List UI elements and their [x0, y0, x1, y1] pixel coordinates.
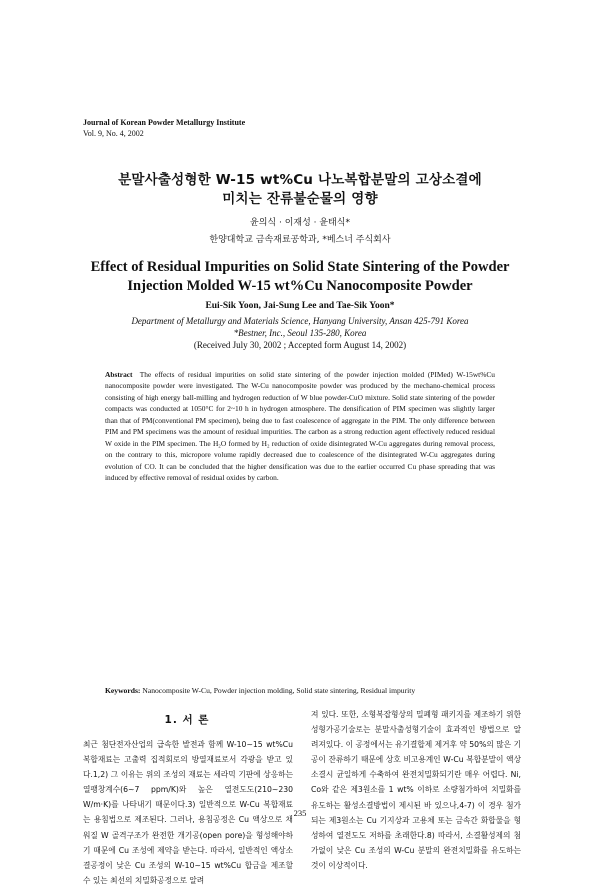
abstract-text: The effects of residual impurities on solid state sintering of the powder injection molded (PIMed) W-15wt%Cu nanocomposite powder were investigated. The W-Cu nanocomposite powder was produced by the mechano-chemical process consisting of high energy ball-milling and hydrogen reduction of W blue powder-CuO mixture. Solid state sintering of the powder compacts was conducted at 1050°C for 2~10 h in hydrogen atmosphere. The densification of PIM specimen was slightly larger than that of PM(conventional PM specimen), being due to fast coalescence of aggregate in the PIM. The only difference between PIM and PM specimens was the amount of residual impurities. The carbon as a strong reduction agent effectively reduced residual W oxide in the PIM specimen. The H₂O formed by H₂ reduction of oxide disintegrated W-Cu aggregates during removal process, on the contrary to this, micropore volume rapidly decreased due to coalescence of the disintegrated W-Cu aggregates during evolution of CO. It can be concluded that the higher densification was due to the earlier occurred Cu phase spreading that was induced by effective removal of residual oxides by carbon. [105, 370, 495, 483]
body-column-left: 최근 첨단전자산업의 급속한 발전과 함께 W-10~15 wt%Cu 복합재료는 고출력 집적회로의 방열재료로서 각광을 받고 있다.1,2) 그 이유는 위의 조성의 재료는 세라믹 기판에 상응하는 열팽창계수(6~7 ppm/K)와 높은 열전도도(210~230 W/m·K)를 나타내기 때문이다.3) 일반적으로 W-Cu 복합재료는 용침법으로 제조된다. 그러나, 용침공정은 Cu 액상으로 채워질 W 골격구조가 완전한 개기공(open pore)을 형성해야하기 때문에 Cu 조성에 제약을 받는다. 따라서, 일반적인 액상소결공정이 낮은 Cu 조성의 W-10~15 wt%Cu 합금을 제조할 수 있는 최선의 치밀화공정으로 알려 [83, 740, 293, 885]
korean-title-line-2: 미치는 잔류불순물의 영향 [222, 191, 378, 207]
english-title-line-2: Injection Molded W-15 wt%Cu Nanocomposite Powder [127, 278, 473, 294]
body-column-right: 져 있다. 또한, 소형복잡형상의 밀폐형 패키지를 제조하기 위한 성형가공기술로는 분말사출성형기술이 효과적인 방법으로 알려져있다. 이 공정에서는 유기결합제 제거후 약 50%의 많은 기공이 잔류하기 때문에 상호 비고용계인 W-Cu 복합분말이 액상소결시 균일하게 수축하여 완전치밀화되기란 매우 어렵다. Ni, Co와 같은 제3원소를 1 wt% 이하로 소량첨가하여 치밀화를 유도하는 활성소결방법이 제시된 바 있으나,4-7) 이 경우 첨가되는 제3원소는 Cu 기지상과 고용체 또는 금속간 화합물을 형성하여 열전도도 저하를 초래한다.8) 따라서, 소결활성제의 첨가없이 낮은 Cu 조성의 W-Cu 분말의 완전치밀화를 유도하는 것이 이상적이다. [311, 710, 521, 870]
english-authors: Eui-Sik Yoon, Jai-Sung Lee and Tae-Sik Yoon* [205, 301, 395, 311]
keywords-label: Keywords: [105, 686, 141, 695]
english-affiliation-line-2: *Bestner, Inc., Seoul 135-280, Korea [233, 327, 367, 338]
keywords-text: Nanocomposite W-Cu, Powder injection molding, Solid state sintering, Residual impurity [142, 686, 416, 695]
korean-affiliation: 한양대학교 금속재료공학과, *베스너 주식회사 [209, 235, 391, 245]
journal-header [83, 117, 245, 139]
abstract-label: Abstract [105, 370, 133, 379]
korean-authors: 윤의식 · 이재성 · 윤태식* [250, 218, 350, 228]
received-dates: (Received July 30, 2002 ; Accepted form August 14, 2002) [193, 340, 407, 350]
section-title-introduction: 1. 서 론 [164, 714, 210, 726]
abstract [105, 369, 495, 484]
keywords [105, 686, 505, 695]
english-title [0, 258, 600, 296]
korean-title [0, 171, 600, 209]
journal-volume: Vol. 9, No. 4, 2002 [83, 129, 144, 138]
english-affiliation-line-1: Department of Metallurgy and Materials Science, Hanyang University, Ansan 425-791 Korea [131, 316, 469, 326]
english-title-line-1: Effect of Residual Impurities on Solid State Sintering of the Powder [90, 259, 510, 275]
journal-name: Journal of Korean Powder Metallurgy Institute [83, 118, 246, 127]
english-affiliation [0, 316, 600, 339]
page-number: 235 [293, 808, 307, 818]
korean-title-line-1: 분말사출성형한 W-15 wt%Cu 나노복합분말의 고상소결에 [118, 172, 482, 188]
